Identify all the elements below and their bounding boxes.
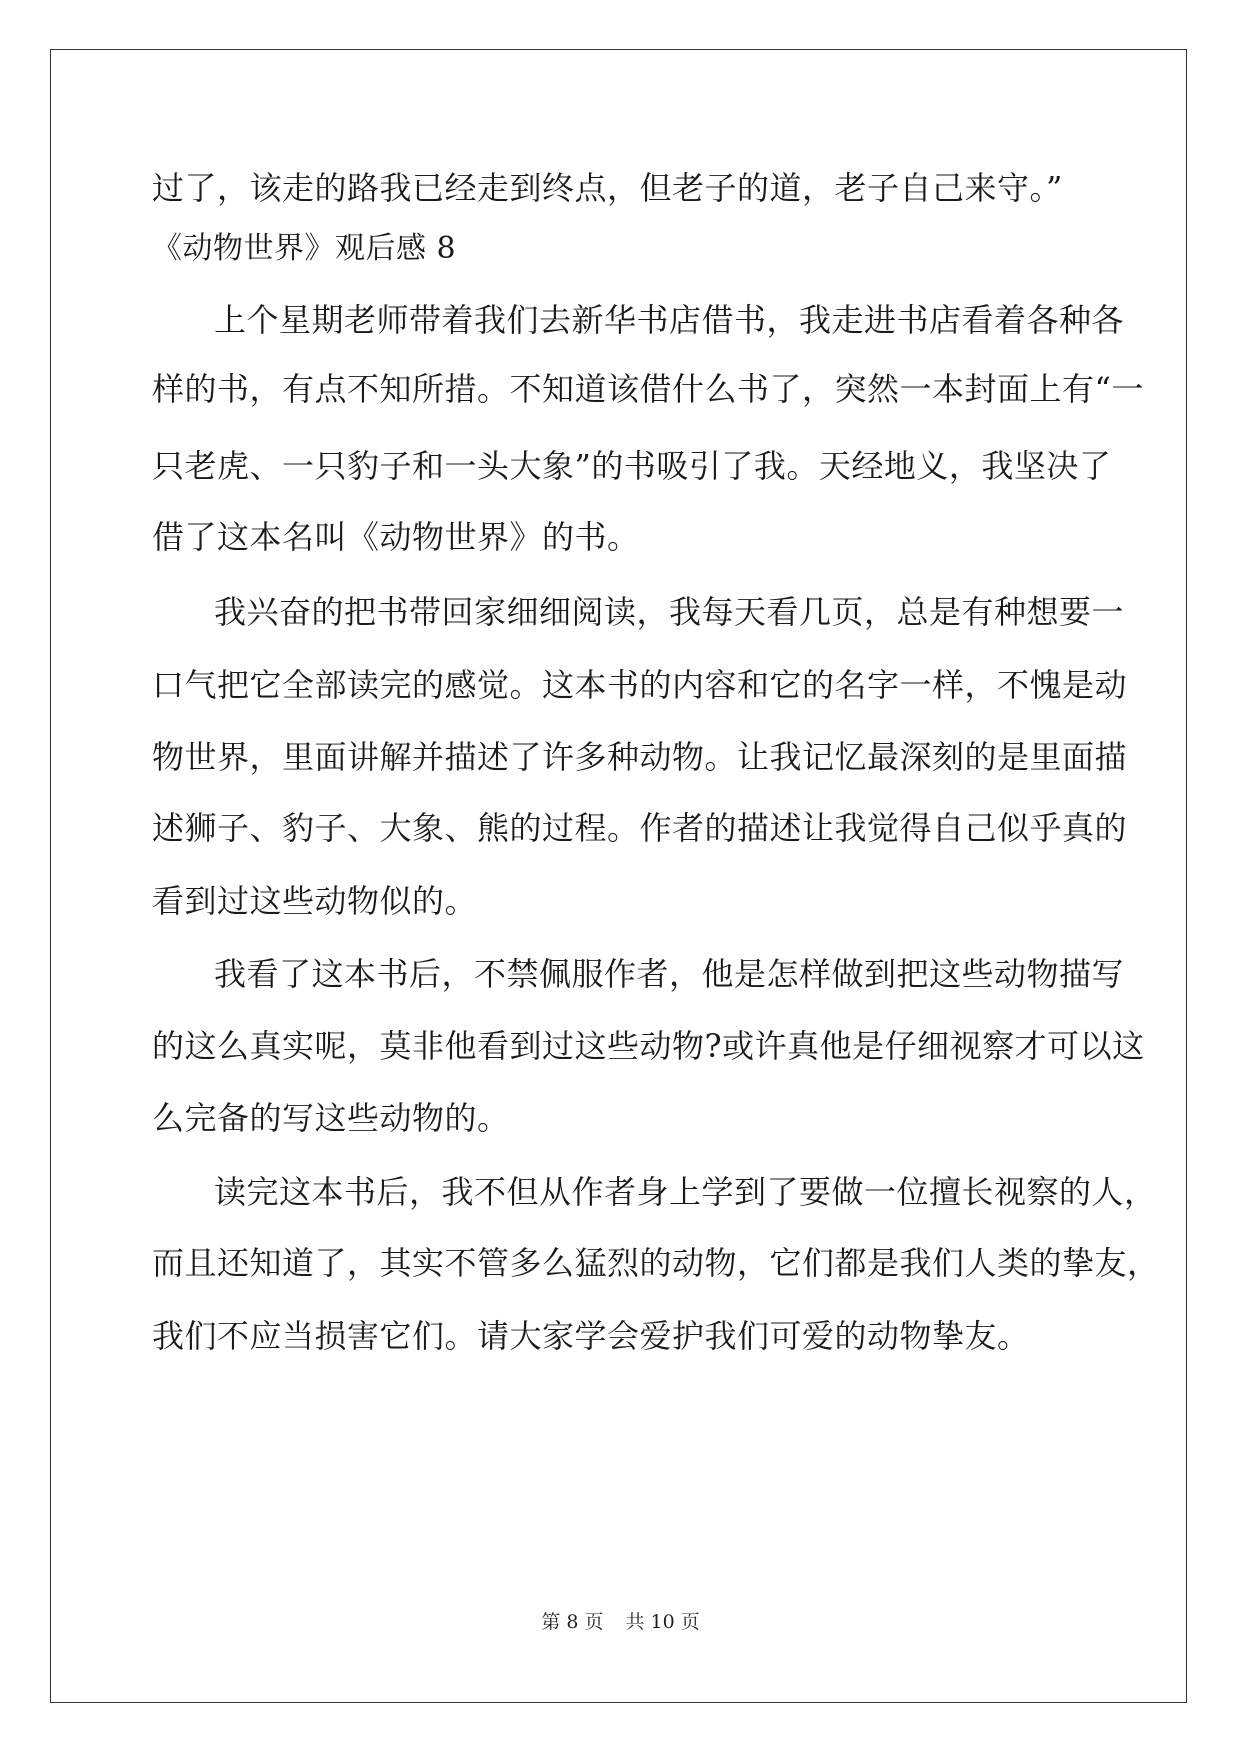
text-line: 过了，该走的路我已经走到终点，但老子的道，老子自己来守。” [152,169,1063,207]
paragraph-line: 而且还知道了，其实不管多么猛烈的动物，它们都是我们人类的挚友， [152,1244,1160,1282]
paragraph-line: 么完备的写这些动物的。 [152,1099,510,1137]
paragraph-line: 的这么真实呢，莫非他看到过这些动物?或许真他是仔细视察才可以这 [152,1027,1145,1065]
paragraph-line: 看到过这些动物似的。 [152,882,478,920]
paragraph-line: 述狮子、豹子、大象、熊的过程。作者的描述让我觉得自己似乎真的 [152,809,1128,847]
page-number: 第 8 页 [541,1611,604,1633]
paragraph-line: 读完这本书后，我不但从作者身上学到了要做一位擅长视察的人， [214,1173,1157,1211]
paragraph-line: 我们不应当损害它们。请大家学会爱护我们可爱的动物挚友。 [152,1317,1030,1355]
paragraph-line: 物世界，里面讲解并描述了许多种动物。让我记忆最深刻的是里面描 [152,738,1128,776]
paragraph-line: 样的书，有点不知所措。不知道该借什么书了，突然一本封面上有“一 [152,370,1144,408]
paragraph-line: 我兴奋的把书带回家细细阅读，我每天看几页，总是有种想要一 [214,593,1125,631]
page-footer [0,1610,1241,1634]
paragraph-line: 借了这本名叫《动物世界》的书。 [152,518,640,556]
page-total: 共 10 页 [625,1611,700,1633]
paragraph-line: 只老虎、一只豹子和一头大象”的书吸引了我。天经地义，我坚决了 [152,447,1112,485]
section-heading: 《动物世界》观后感 8 [152,231,457,266]
paragraph-line: 我看了这本书后，不禁佩服作者，他是怎样做到把这些动物描写 [214,955,1125,993]
paragraph-line: 口气把它全部读完的感觉。这本书的内容和它的名字一样，不愧是动 [152,666,1128,704]
page-border [50,49,1187,1703]
paragraph-line: 上个星期老师带着我们去新华书店借书，我走进书店看着各种各 [214,301,1125,339]
